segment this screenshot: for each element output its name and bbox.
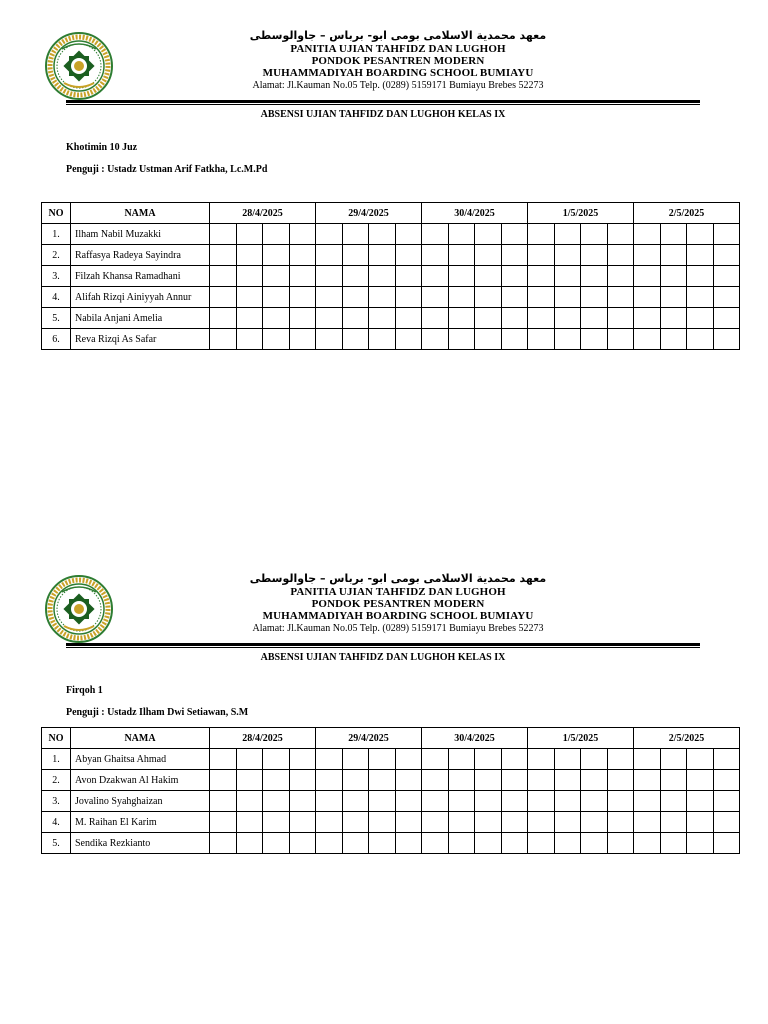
table-header-row bbox=[42, 728, 740, 749]
attendance-cell[interactable] bbox=[236, 287, 263, 308]
examiner-name: Penguji : Ustadz Ustman Arif Fatkha, Lc.M.Pd bbox=[66, 164, 268, 175]
attendance-cell[interactable] bbox=[369, 287, 396, 308]
attendance-cell[interactable] bbox=[501, 266, 528, 287]
attendance-cell[interactable] bbox=[475, 812, 502, 833]
attendance-cell[interactable] bbox=[263, 266, 290, 287]
attendance-cell[interactable] bbox=[422, 287, 449, 308]
attendance-cell[interactable] bbox=[687, 245, 714, 266]
attendance-cell[interactable] bbox=[687, 812, 714, 833]
row-number: 1. bbox=[42, 749, 71, 770]
attendance-cell[interactable] bbox=[634, 833, 661, 854]
column-header-date: 1/5/2025 bbox=[528, 728, 634, 749]
attendance-cell[interactable] bbox=[289, 770, 316, 791]
attendance-cell[interactable] bbox=[660, 749, 687, 770]
attendance-cell[interactable] bbox=[634, 224, 661, 245]
attendance-cell[interactable] bbox=[263, 833, 290, 854]
attendance-cell[interactable] bbox=[581, 770, 608, 791]
attendance-cell[interactable] bbox=[236, 245, 263, 266]
row-number: 2. bbox=[42, 770, 71, 791]
attendance-cell[interactable] bbox=[395, 266, 422, 287]
attendance-cell[interactable] bbox=[369, 329, 396, 350]
attendance-cell[interactable] bbox=[475, 329, 502, 350]
attendance-cell[interactable] bbox=[581, 266, 608, 287]
attendance-cell[interactable] bbox=[263, 791, 290, 812]
attendance-cell[interactable] bbox=[687, 266, 714, 287]
attendance-cell[interactable] bbox=[554, 245, 581, 266]
attendance-cell[interactable] bbox=[316, 287, 343, 308]
attendance-cell[interactable] bbox=[342, 833, 369, 854]
table-row bbox=[42, 224, 740, 245]
attendance-cell[interactable] bbox=[475, 833, 502, 854]
attendance-cell[interactable] bbox=[316, 245, 343, 266]
attendance-cell[interactable] bbox=[263, 245, 290, 266]
attendance-cell[interactable] bbox=[660, 266, 687, 287]
attendance-cell[interactable] bbox=[581, 308, 608, 329]
attendance-cell[interactable] bbox=[236, 224, 263, 245]
attendance-cell[interactable] bbox=[554, 749, 581, 770]
attendance-cell[interactable] bbox=[448, 791, 475, 812]
attendance-cell[interactable] bbox=[316, 749, 343, 770]
attendance-cell[interactable] bbox=[422, 245, 449, 266]
school-seal-icon bbox=[44, 574, 114, 644]
attendance-cell[interactable] bbox=[528, 770, 555, 791]
attendance-cell[interactable] bbox=[448, 770, 475, 791]
attendance-cell[interactable] bbox=[316, 308, 343, 329]
table-row bbox=[42, 770, 740, 791]
attendance-cell[interactable] bbox=[369, 308, 396, 329]
row-number: 2. bbox=[42, 245, 71, 266]
attendance-cell[interactable] bbox=[528, 329, 555, 350]
attendance-cell[interactable] bbox=[501, 770, 528, 791]
attendance-cell[interactable] bbox=[634, 245, 661, 266]
attendance-cell[interactable] bbox=[369, 833, 396, 854]
attendance-cell[interactable] bbox=[554, 812, 581, 833]
attendance-cell[interactable] bbox=[660, 812, 687, 833]
row-number: 5. bbox=[42, 308, 71, 329]
attendance-cell[interactable] bbox=[289, 245, 316, 266]
school-address: Alamat: Jl.Kauman No.05 Telp. (0289) 5159171 Bumiayu Brebes 52273 bbox=[252, 80, 544, 91]
row-number: 3. bbox=[42, 266, 71, 287]
attendance-cell[interactable] bbox=[210, 749, 237, 770]
attendance-cell[interactable] bbox=[475, 224, 502, 245]
attendance-cell[interactable] bbox=[581, 329, 608, 350]
attendance-cell[interactable] bbox=[713, 833, 740, 854]
attendance-cell[interactable] bbox=[475, 770, 502, 791]
attendance-cell[interactable] bbox=[422, 308, 449, 329]
attendance-cell[interactable] bbox=[236, 749, 263, 770]
school-type: PONDOK PESANTREN MODERN bbox=[311, 55, 485, 67]
attendance-cell[interactable] bbox=[263, 812, 290, 833]
table-row bbox=[42, 833, 740, 854]
attendance-cell[interactable] bbox=[422, 749, 449, 770]
attendance-cell[interactable] bbox=[448, 308, 475, 329]
attendance-cell[interactable] bbox=[713, 749, 740, 770]
row-number: 4. bbox=[42, 812, 71, 833]
attendance-cell[interactable] bbox=[634, 812, 661, 833]
attendance-cell[interactable] bbox=[448, 749, 475, 770]
attendance-cell[interactable] bbox=[660, 791, 687, 812]
attendance-cell[interactable] bbox=[342, 245, 369, 266]
attendance-cell[interactable] bbox=[501, 812, 528, 833]
table-row bbox=[42, 749, 740, 770]
attendance-cell[interactable] bbox=[660, 224, 687, 245]
letterhead-divider-thin bbox=[66, 647, 700, 648]
letterhead-divider bbox=[66, 100, 700, 103]
letterhead-divider bbox=[66, 643, 700, 646]
attendance-cell[interactable] bbox=[395, 833, 422, 854]
attendance-cell[interactable] bbox=[528, 812, 555, 833]
column-header-date: 30/4/2025 bbox=[422, 728, 528, 749]
arabic-institution-name: معهد محمدية الاسلامى بومى ابو- برباس – جاوالوسطى bbox=[249, 572, 547, 585]
attendance-cell[interactable] bbox=[369, 812, 396, 833]
attendance-cell[interactable] bbox=[289, 812, 316, 833]
attendance-cell[interactable] bbox=[713, 329, 740, 350]
school-type: PONDOK PESANTREN MODERN bbox=[311, 598, 485, 610]
row-number: 6. bbox=[42, 329, 71, 350]
attendance-cell[interactable] bbox=[236, 770, 263, 791]
attendance-cell[interactable] bbox=[210, 245, 237, 266]
attendance-cell[interactable] bbox=[607, 287, 634, 308]
attendance-cell[interactable] bbox=[369, 245, 396, 266]
attendance-cell[interactable] bbox=[501, 329, 528, 350]
attendance-cell[interactable] bbox=[581, 833, 608, 854]
column-header-date: 1/5/2025 bbox=[528, 203, 634, 224]
letterhead-divider-thin bbox=[66, 104, 700, 105]
attendance-cell[interactable] bbox=[607, 224, 634, 245]
attendance-cell[interactable] bbox=[634, 791, 661, 812]
row-number: 5. bbox=[42, 833, 71, 854]
attendance-cell[interactable] bbox=[395, 245, 422, 266]
group-label: Firqoh 1 bbox=[66, 685, 103, 696]
attendance-cell[interactable] bbox=[528, 791, 555, 812]
attendance-cell[interactable] bbox=[210, 770, 237, 791]
attendance-cell[interactable] bbox=[316, 791, 343, 812]
attendance-cell[interactable] bbox=[210, 833, 237, 854]
school-name: MUHAMMADIYAH BOARDING SCHOOL BUMIAYU bbox=[262, 67, 534, 79]
document-title: ABSENSI UJIAN TAHFIDZ DAN LUGHOH KELAS IX bbox=[260, 652, 506, 663]
letterhead bbox=[220, 571, 576, 635]
attendance-cell[interactable] bbox=[501, 245, 528, 266]
column-header-date: 30/4/2025 bbox=[422, 203, 528, 224]
attendance-cell[interactable] bbox=[289, 287, 316, 308]
arabic-institution-name: معهد محمدية الاسلامى بومى ابو- برباس – جاوالوسطى bbox=[249, 29, 547, 42]
letterhead bbox=[220, 28, 576, 92]
attendance-cell[interactable] bbox=[634, 308, 661, 329]
attendance-cell[interactable] bbox=[263, 224, 290, 245]
student-rows bbox=[42, 749, 740, 854]
attendance-cell[interactable] bbox=[554, 791, 581, 812]
attendance-cell[interactable] bbox=[687, 833, 714, 854]
attendance-cell[interactable] bbox=[660, 308, 687, 329]
student-rows bbox=[42, 224, 740, 350]
column-header-name: NAMA bbox=[71, 203, 210, 224]
attendance-cell[interactable] bbox=[501, 224, 528, 245]
attendance-cell[interactable] bbox=[422, 266, 449, 287]
attendance-cell[interactable] bbox=[528, 245, 555, 266]
attendance-cell[interactable] bbox=[448, 266, 475, 287]
attendance-cell[interactable] bbox=[660, 245, 687, 266]
attendance-cell[interactable] bbox=[422, 791, 449, 812]
column-header-no: NO bbox=[42, 728, 71, 749]
attendance-cell[interactable] bbox=[263, 308, 290, 329]
attendance-cell[interactable] bbox=[448, 329, 475, 350]
attendance-cell[interactable] bbox=[581, 287, 608, 308]
attendance-cell[interactable] bbox=[607, 266, 634, 287]
attendance-cell[interactable] bbox=[528, 308, 555, 329]
attendance-cell[interactable] bbox=[660, 770, 687, 791]
attendance-cell[interactable] bbox=[236, 812, 263, 833]
column-header-date: 29/4/2025 bbox=[316, 728, 422, 749]
attendance-cell[interactable] bbox=[528, 749, 555, 770]
attendance-cell[interactable] bbox=[448, 833, 475, 854]
attendance-cell[interactable] bbox=[607, 812, 634, 833]
school-name: MUHAMMADIYAH BOARDING SCHOOL BUMIAYU bbox=[262, 610, 534, 622]
student-name: Abyan Ghaitsa Ahmad bbox=[71, 749, 210, 770]
attendance-cell[interactable] bbox=[634, 266, 661, 287]
attendance-cell[interactable] bbox=[687, 770, 714, 791]
attendance-cell[interactable] bbox=[342, 791, 369, 812]
attendance-cell[interactable] bbox=[687, 329, 714, 350]
attendance-cell[interactable] bbox=[236, 833, 263, 854]
attendance-cell[interactable] bbox=[210, 287, 237, 308]
committee-name: PANITIA UJIAN TAHFIDZ DAN LUGHOH bbox=[290, 43, 506, 55]
attendance-cell[interactable] bbox=[713, 245, 740, 266]
column-header-name: NAMA bbox=[71, 728, 210, 749]
attendance-cell[interactable] bbox=[607, 749, 634, 770]
column-header-date: 2/5/2025 bbox=[634, 728, 740, 749]
attendance-cell[interactable] bbox=[422, 833, 449, 854]
attendance-cell[interactable] bbox=[501, 791, 528, 812]
attendance-cell[interactable] bbox=[316, 329, 343, 350]
attendance-cell[interactable] bbox=[289, 329, 316, 350]
attendance-cell[interactable] bbox=[342, 749, 369, 770]
attendance-cell[interactable] bbox=[634, 287, 661, 308]
attendance-cell[interactable] bbox=[289, 308, 316, 329]
attendance-cell[interactable] bbox=[210, 812, 237, 833]
attendance-cell[interactable] bbox=[713, 770, 740, 791]
attendance-cell[interactable] bbox=[475, 245, 502, 266]
attendance-cell[interactable] bbox=[554, 770, 581, 791]
group-label: Khotimin 10 Juz bbox=[66, 142, 138, 153]
attendance-cell[interactable] bbox=[342, 770, 369, 791]
column-header-date: 29/4/2025 bbox=[316, 203, 422, 224]
attendance-cell[interactable] bbox=[316, 266, 343, 287]
attendance-cell[interactable] bbox=[369, 266, 396, 287]
attendance-cell[interactable] bbox=[713, 224, 740, 245]
student-name: Avon Dzakwan Al Hakim bbox=[71, 770, 210, 791]
attendance-cell[interactable] bbox=[475, 749, 502, 770]
attendance-cell[interactable] bbox=[395, 749, 422, 770]
attendance-cell[interactable] bbox=[448, 812, 475, 833]
attendance-cell[interactable] bbox=[713, 287, 740, 308]
student-name: Sendika Rezkianto bbox=[71, 833, 210, 854]
row-number: 3. bbox=[42, 791, 71, 812]
attendance-cell[interactable] bbox=[342, 329, 369, 350]
attendance-cell[interactable] bbox=[581, 224, 608, 245]
examiner-name: Penguji : Ustadz Ilham Dwi Setiawan, S.M bbox=[66, 707, 249, 718]
attendance-cell[interactable] bbox=[501, 308, 528, 329]
attendance-cell[interactable] bbox=[422, 224, 449, 245]
attendance-cell[interactable] bbox=[501, 287, 528, 308]
student-name: Ilham Nabil Muzakki bbox=[71, 224, 210, 245]
attendance-cell[interactable] bbox=[342, 812, 369, 833]
attendance-cell[interactable] bbox=[289, 266, 316, 287]
attendance-cell[interactable] bbox=[316, 812, 343, 833]
table-row bbox=[42, 791, 740, 812]
student-name: Nabila Anjani Amelia bbox=[71, 308, 210, 329]
attendance-cell[interactable] bbox=[369, 770, 396, 791]
attendance-cell[interactable] bbox=[395, 224, 422, 245]
student-name: M. Raihan El Karim bbox=[71, 812, 210, 833]
attendance-cell[interactable] bbox=[236, 308, 263, 329]
attendance-cell[interactable] bbox=[369, 224, 396, 245]
attendance-cell[interactable] bbox=[289, 749, 316, 770]
attendance-cell[interactable] bbox=[210, 329, 237, 350]
attendance-cell[interactable] bbox=[554, 308, 581, 329]
attendance-cell[interactable] bbox=[660, 287, 687, 308]
attendance-cell[interactable] bbox=[634, 770, 661, 791]
attendance-cell[interactable] bbox=[342, 308, 369, 329]
attendance-cell[interactable] bbox=[687, 749, 714, 770]
attendance-cell[interactable] bbox=[528, 833, 555, 854]
attendance-cell[interactable] bbox=[554, 266, 581, 287]
attendance-cell[interactable] bbox=[713, 266, 740, 287]
row-number: 1. bbox=[42, 224, 71, 245]
document-title: ABSENSI UJIAN TAHFIDZ DAN LUGHOH KELAS IX bbox=[260, 109, 506, 120]
attendance-cell[interactable] bbox=[316, 224, 343, 245]
attendance-cell[interactable] bbox=[554, 329, 581, 350]
attendance-cell[interactable] bbox=[369, 791, 396, 812]
attendance-cell[interactable] bbox=[395, 770, 422, 791]
table-row bbox=[42, 266, 740, 287]
row-number: 4. bbox=[42, 287, 71, 308]
attendance-cell[interactable] bbox=[554, 224, 581, 245]
attendance-cell[interactable] bbox=[395, 791, 422, 812]
attendance-cell[interactable] bbox=[422, 770, 449, 791]
attendance-cell[interactable] bbox=[554, 833, 581, 854]
student-name: Reva Rizqi As Safar bbox=[71, 329, 210, 350]
school-seal-icon bbox=[44, 31, 114, 101]
attendance-cell[interactable] bbox=[210, 791, 237, 812]
attendance-cell[interactable] bbox=[263, 770, 290, 791]
attendance-cell[interactable] bbox=[422, 812, 449, 833]
attendance-cell[interactable] bbox=[607, 833, 634, 854]
attendance-cell[interactable] bbox=[607, 329, 634, 350]
attendance-cell[interactable] bbox=[554, 287, 581, 308]
attendance-cell[interactable] bbox=[342, 287, 369, 308]
attendance-cell[interactable] bbox=[422, 329, 449, 350]
attendance-cell[interactable] bbox=[634, 749, 661, 770]
table-row bbox=[42, 308, 740, 329]
attendance-cell[interactable] bbox=[475, 266, 502, 287]
attendance-cell[interactable] bbox=[713, 812, 740, 833]
attendance-cell[interactable] bbox=[448, 287, 475, 308]
column-header-no: NO bbox=[42, 203, 71, 224]
attendance-cell[interactable] bbox=[581, 749, 608, 770]
attendance-cell[interactable] bbox=[342, 224, 369, 245]
attendance-cell[interactable] bbox=[289, 224, 316, 245]
attendance-cell[interactable] bbox=[236, 791, 263, 812]
school-address: Alamat: Jl.Kauman No.05 Telp. (0289) 5159171 Bumiayu Brebes 52273 bbox=[252, 623, 544, 634]
table-row bbox=[42, 287, 740, 308]
attendance-table bbox=[41, 727, 740, 854]
attendance-cell[interactable] bbox=[369, 749, 396, 770]
attendance-table bbox=[41, 202, 740, 350]
attendance-cell[interactable] bbox=[581, 245, 608, 266]
table-row bbox=[42, 245, 740, 266]
attendance-cell[interactable] bbox=[713, 791, 740, 812]
attendance-cell[interactable] bbox=[448, 224, 475, 245]
attendance-cell[interactable] bbox=[475, 308, 502, 329]
attendance-cell[interactable] bbox=[210, 224, 237, 245]
attendance-cell[interactable] bbox=[289, 791, 316, 812]
attendance-cell[interactable] bbox=[475, 791, 502, 812]
attendance-cell[interactable] bbox=[713, 308, 740, 329]
attendance-cell[interactable] bbox=[289, 833, 316, 854]
attendance-cell[interactable] bbox=[528, 266, 555, 287]
student-name: Alifah Rizqi Ainiyyah Annur bbox=[71, 287, 210, 308]
student-name: Filzah Khansa Ramadhani bbox=[71, 266, 210, 287]
attendance-cell[interactable] bbox=[581, 791, 608, 812]
attendance-cell[interactable] bbox=[528, 224, 555, 245]
attendance-cell[interactable] bbox=[581, 812, 608, 833]
column-header-date: 28/4/2025 bbox=[210, 728, 316, 749]
attendance-cell[interactable] bbox=[501, 749, 528, 770]
column-header-date: 28/4/2025 bbox=[210, 203, 316, 224]
attendance-cell[interactable] bbox=[210, 266, 237, 287]
attendance-cell[interactable] bbox=[236, 266, 263, 287]
attendance-cell[interactable] bbox=[342, 266, 369, 287]
attendance-cell[interactable] bbox=[660, 329, 687, 350]
table-row bbox=[42, 329, 740, 350]
attendance-cell[interactable] bbox=[634, 329, 661, 350]
attendance-cell[interactable] bbox=[687, 308, 714, 329]
committee-name: PANITIA UJIAN TAHFIDZ DAN LUGHOH bbox=[290, 586, 506, 598]
attendance-cell[interactable] bbox=[395, 329, 422, 350]
student-name: Raffasya Radeya Sayindra bbox=[71, 245, 210, 266]
attendance-cell[interactable] bbox=[687, 791, 714, 812]
attendance-cell[interactable] bbox=[263, 329, 290, 350]
attendance-cell[interactable] bbox=[687, 224, 714, 245]
attendance-cell[interactable] bbox=[316, 833, 343, 854]
attendance-cell[interactable] bbox=[448, 245, 475, 266]
attendance-cell[interactable] bbox=[210, 308, 237, 329]
attendance-cell[interactable] bbox=[395, 812, 422, 833]
table-header-row bbox=[42, 203, 740, 224]
attendance-cell[interactable] bbox=[607, 791, 634, 812]
attendance-cell[interactable] bbox=[316, 770, 343, 791]
attendance-cell[interactable] bbox=[395, 308, 422, 329]
attendance-cell[interactable] bbox=[528, 287, 555, 308]
column-header-date: 2/5/2025 bbox=[634, 203, 740, 224]
attendance-cell[interactable] bbox=[395, 287, 422, 308]
attendance-cell[interactable] bbox=[607, 308, 634, 329]
attendance-cell[interactable] bbox=[607, 770, 634, 791]
attendance-cell[interactable] bbox=[475, 287, 502, 308]
attendance-cell[interactable] bbox=[660, 833, 687, 854]
student-name: Jovalino Syahghaizan bbox=[71, 791, 210, 812]
attendance-cell[interactable] bbox=[263, 287, 290, 308]
table-row bbox=[42, 812, 740, 833]
attendance-cell[interactable] bbox=[236, 329, 263, 350]
attendance-cell[interactable] bbox=[607, 245, 634, 266]
attendance-cell[interactable] bbox=[263, 749, 290, 770]
attendance-cell[interactable] bbox=[501, 833, 528, 854]
attendance-cell[interactable] bbox=[687, 287, 714, 308]
